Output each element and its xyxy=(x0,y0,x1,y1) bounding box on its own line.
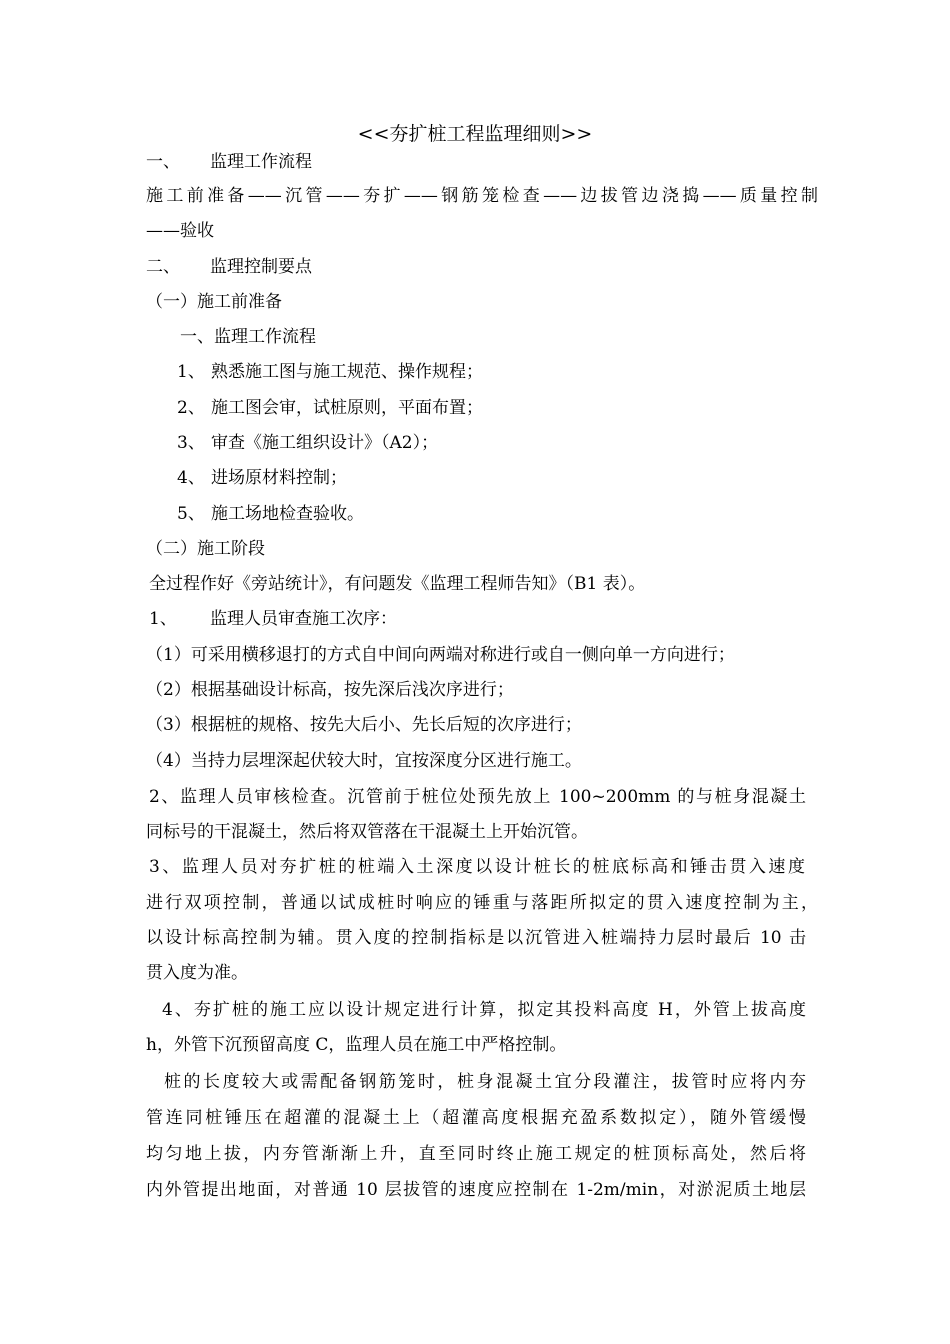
document-title: <<夯扩桩工程监理细则>> xyxy=(357,123,593,145)
list-item: 1、 监理人员审查施工次序： xyxy=(149,609,397,629)
paragraph-line: 桩的长度较大或需配备钢筋笼时，桩身混凝土宜分段灌注，拔管时应将内夯 xyxy=(164,1072,806,1092)
list-item: （3）根据桩的规格、按先大后小、先长后短的次序进行； xyxy=(146,715,582,735)
paragraph-line: 施工前准备——沉管——夯扩——钢筋笼检查——边拔管边浇捣——质量控制 xyxy=(146,186,818,206)
paragraph-line: 3、监理人员对夯扩桩的桩端入土深度以设计桩长的桩底标高和锤击贯入速度 xyxy=(149,857,805,877)
paragraph-line: 以设计标高控制为辅。贯入度的控制指标是以沉管进入桩端持力层时最后 10 击 xyxy=(146,928,806,948)
paragraph-line: 4、夯扩桩的施工应以设计规定进行计算，拟定其投料高度 H，外管上拔高度 xyxy=(162,1000,806,1020)
subsection-heading: 一、监理工作流程 xyxy=(180,327,316,347)
paragraph-line: 贯入度为准。 xyxy=(146,963,248,983)
paragraph-line: 2、监理人员审核检查。沉管前于桩位处预先放上 100~200mm 的与桩身混凝土 xyxy=(149,787,806,807)
paragraph-line: ——验收 xyxy=(146,221,214,241)
list-item: （1）可采用横移退打的方式自中间向两端对称进行或自一侧向单一方向进行； xyxy=(146,645,735,665)
subsection-heading: （二）施工阶段 xyxy=(146,539,265,559)
list-item: （4）当持力层埋深起伏较大时，宜按深度分区进行施工。 xyxy=(146,751,582,771)
list-item: 5、 施工场地检查验收。 xyxy=(177,504,364,524)
section-heading: 一、 监理工作流程 xyxy=(146,152,312,172)
list-item: 2、 施工图会审，试桩原则，平面布置； xyxy=(177,398,483,418)
paragraph-line: 同标号的干混凝土，然后将双管落在干混凝土上开始沉管。 xyxy=(146,822,588,842)
list-item: （2）根据基础设计标高，按先深后浅次序进行； xyxy=(146,680,514,700)
list-item: 4、 进场原材料控制； xyxy=(177,468,347,488)
subsection-heading: （一）施工前准备 xyxy=(146,292,282,312)
paragraph-line: 内外管提出地面，对普通 10 层拔管的速度应控制在 1-2m/min，对淤泥质土地层 xyxy=(146,1180,806,1200)
list-item: 3、 审查《施工组织设计》（A2）； xyxy=(177,433,439,453)
list-item: 1、 熟悉施工图与施工规范、操作规程； xyxy=(177,362,483,382)
section-heading: 二、 监理控制要点 xyxy=(146,257,312,277)
paragraph-line: 管连同桩锤压在超灌的混凝土上（超灌高度根据充盈系数拟定），随外管缓慢 xyxy=(146,1108,806,1128)
paragraph-line: 全过程作好《旁站统计》，有问题发《监理工程师告知》（B1 表）。 xyxy=(149,574,646,594)
paragraph-line: 均匀地上拔，内夯管渐渐上升，直至同时终止施工规定的桩顶标高处，然后将 xyxy=(146,1144,806,1164)
paragraph-line: h，外管下沉预留高度 C，监理人员在施工中严格控制。 xyxy=(146,1035,567,1055)
paragraph-line: 进行双项控制，普通以试成桩时响应的锤重与落距所拟定的贯入速度控制为主， xyxy=(146,893,818,913)
